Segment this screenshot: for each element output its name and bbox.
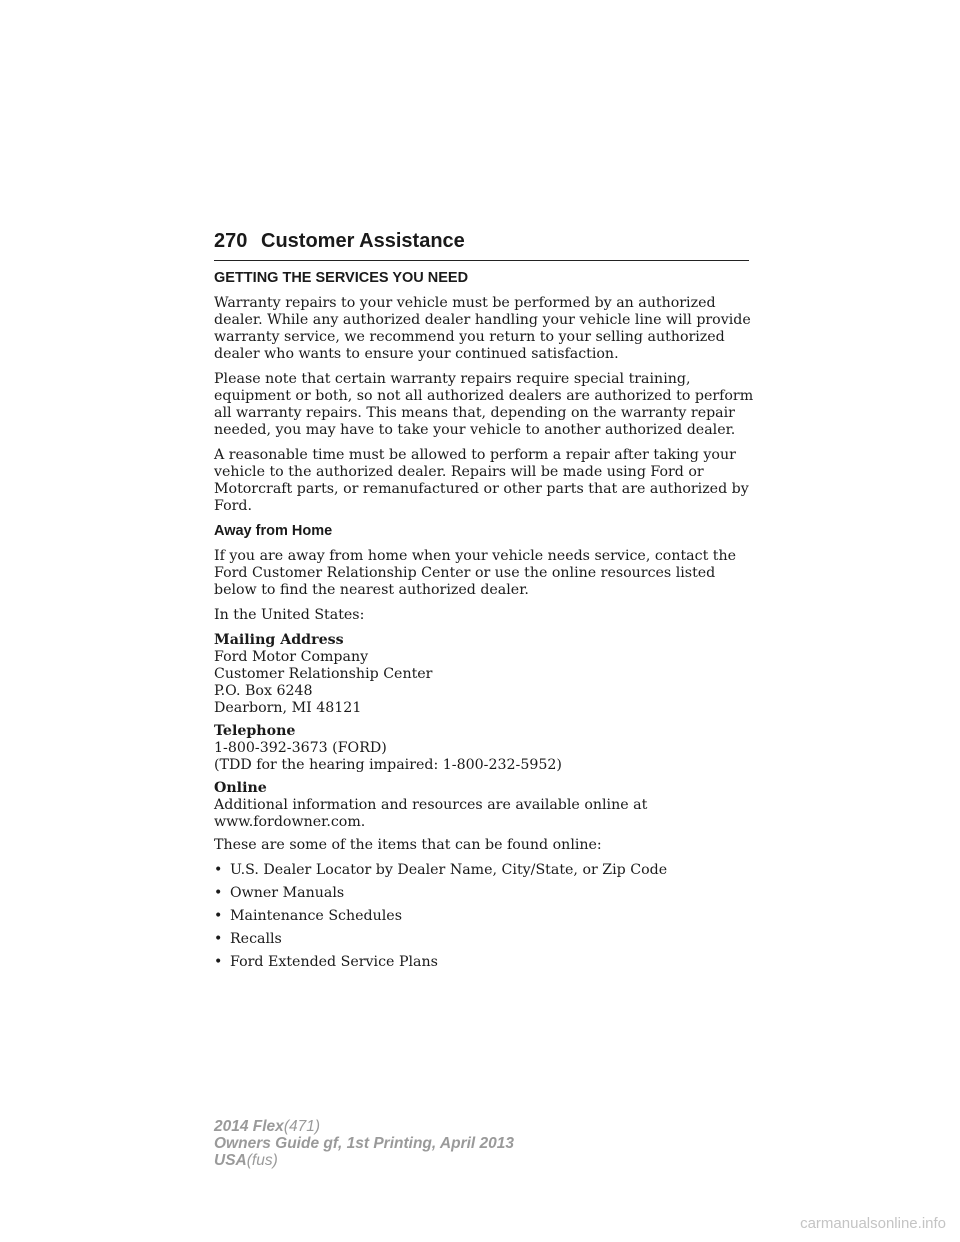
- paragraph-repair-time: A reasonable time must be allowed to perform a repair after taking your vehicle to the authorized dealer. Repairs will be made using Ford or Motorcraft parts, or remanufactured or other parts that are authorized by Ford.: [214, 447, 749, 514]
- page-number: 270: [214, 230, 248, 252]
- away-paragraph: If you are away from home when your vehicle needs service, contact the Ford Customer Relationship Center or use the online resources listed below to find the nearest authorized dealer.: [214, 548, 737, 598]
- list-item: • Ford Extended Service Plans: [214, 954, 754, 971]
- online-label: Online: [214, 780, 267, 796]
- page-header: [214, 230, 749, 261]
- list-item: • Owner Manuals: [214, 885, 754, 902]
- list-item: • U.S. Dealer Locator by Dealer Name, City/State, or Zip Code: [214, 862, 754, 879]
- region-label: In the United States:: [214, 607, 365, 623]
- online-items-list: [214, 862, 754, 971]
- tdd-number: (TDD for the hearing impaired: 1-800-232-5952): [214, 757, 562, 773]
- print-footer: [214, 1118, 514, 1169]
- main-content: [214, 270, 754, 977]
- online-text: Additional information and resources are available online at: [214, 797, 648, 813]
- main-heading: GETTING THE SERVICES YOU NEED: [214, 270, 469, 286]
- watermark: carmanualsonline.info: [800, 1215, 946, 1232]
- section-title: Customer Assistance: [261, 230, 465, 252]
- telephone-label: Telephone: [214, 723, 296, 739]
- footer-model-code: (471): [283, 1118, 320, 1135]
- footer-market: USA: [214, 1152, 247, 1169]
- address-line: Ford Motor Company: [214, 649, 369, 665]
- footer-line-1: [214, 1118, 514, 1135]
- footer-line-3: [214, 1152, 514, 1169]
- items-intro: These are some of the items that can be found online:: [214, 837, 602, 853]
- address-line: P.O. Box 6248: [214, 683, 313, 699]
- mailing-address-label: Mailing Address: [214, 632, 344, 648]
- footer-line-2: Owners Guide gf, 1st Printing, April 2013: [214, 1135, 515, 1152]
- mailing-address-block: [214, 632, 754, 717]
- address-line: Customer Relationship Center: [214, 666, 433, 682]
- list-item: • Maintenance Schedules: [214, 908, 754, 925]
- footer-model: 2014 Flex: [214, 1118, 284, 1135]
- list-item: • Recalls: [214, 931, 754, 948]
- telephone-block: [214, 723, 754, 774]
- paragraph-training: Please note that certain warranty repairs require special training, equipment or both, so not all authorized dealers are authorized to perform all warranty repairs. This means that, depending on the warranty repair needed, you may have to take your vehicle to another authorized dealer.: [214, 371, 754, 438]
- address-line: Dearborn, MI 48121: [214, 700, 362, 716]
- paragraph-warranty: Warranty repairs to your vehicle must be performed by an authorized dealer. While any authorized dealer handling your vehicle line will provide warranty service, we recommend you return to your selling authorized dealer who wants to ensure your continued satisfaction.: [214, 295, 751, 362]
- online-url: www.fordowner.com.: [214, 814, 366, 830]
- phone-number: 1-800-392-3673 (FORD): [214, 740, 387, 756]
- online-block: [214, 780, 754, 831]
- footer-market-code: (fus): [246, 1152, 278, 1169]
- away-heading: Away from Home: [214, 523, 333, 539]
